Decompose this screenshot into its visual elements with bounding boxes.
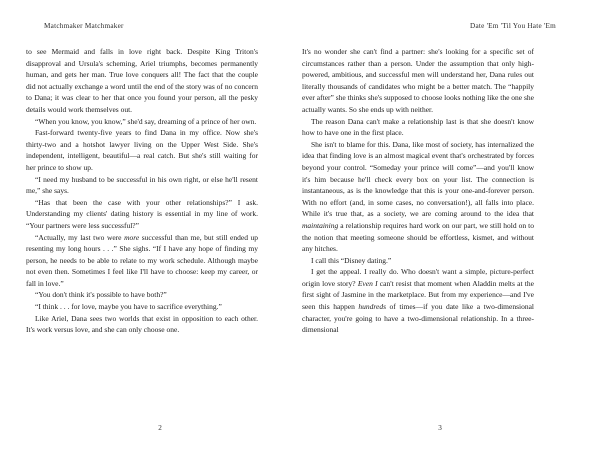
folios: [26, 424, 574, 432]
running-head-left: Matchmaker Matchmaker: [44, 22, 124, 30]
left-page-body: [26, 46, 258, 336]
paragraph: The reason Dana can't make a relationship last is that she doesn't know how to have one in the first place.: [302, 116, 534, 138]
paragraph: “Actually, my last two were more successful than me, but still ended up resenting my long hours . . .” She sighs. “If I have any hope of finding my person, he needs to be able to relate to my work schedule. Although maybe not even then. Sometimes I feel like I'll have to choose: keep my career, or fall in love.”: [26, 232, 258, 288]
page-columns: [26, 46, 574, 410]
paragraph: “I need my husband to be successful in his own right, or else he'll resent me,” she says.: [26, 174, 258, 196]
paragraph: Fast-forward twenty-five years to find Dana in my office. Now she's thirty-two and a hotshot lawyer living on the Upper West Side. She's independent, intelligent, beautiful—a real catch. But she's still waiting for her prince to show up.: [26, 128, 258, 172]
paragraph: “Has that been the case with your other relationships?” I ask. Understanding my clients' dating history is essential in my line of work. “Your partners were less successful?”: [26, 197, 258, 230]
page-number-left: 2: [158, 424, 162, 432]
paragraph: Like Ariel, Dana sees two worlds that exist in opposition to each other. It's work versus love, and she can only choose one.: [26, 313, 258, 335]
running-heads: [26, 22, 574, 30]
page-number-right: 3: [438, 424, 442, 432]
running-head-right: Date 'Em 'Til You Hate 'Em: [470, 22, 556, 30]
paragraph: I get the appeal. I really do. Who doesn't want a simple, picture-perfect origin love story? Even I can't resist that moment when Aladdin melts at the first sight of Jasmine in the marketplace. But from my experience—and I've seen this happen hundreds of times—if you date like a two-dimensional character, you're going to have a two-dimensional relationship. In a three-dimensional: [302, 267, 534, 335]
right-page: [302, 46, 534, 336]
paragraph: to see Mermaid and falls in love right back. Despite King Triton's disapproval and Ursula's scheming, Ariel triumphs, becomes permanently human, and gets her man. True love conquers all! The fact that the couple did not actually exchange a word until the end of the story was of no concern to Dana; it was clear to her that once you found your person, all the pesky details would work themselves out.: [26, 47, 258, 114]
paragraph: She isn't to blame for this. Dana, like most of society, has internalized the idea that finding love is an almost magical event that's orchestrated by forces beyond your control. “Someday your prince will come”—and you'll know it's him because he'll check every box on your list. The connection is instantaneous, as is the knowledge that this is your one-and-forever person. With no effort (and, in some cases, no conversation!), all falls into place. While it's true that, as a society, we are coming around to the idea that maintaining a relationship requires hard work on our part, we still hold on to the notion that meeting someone should be effortless, kismet, and without any hitches.: [302, 139, 534, 254]
paragraph: “I think . . . for love, maybe you have to sacrifice everything.”: [35, 302, 222, 312]
right-page-body: [302, 46, 534, 336]
paragraph: I call this “Disney dating.”: [311, 255, 392, 265]
left-page: [26, 46, 258, 336]
paragraph: It's no wonder she can't find a partner: she's looking for a specific set of circumstances rather than a person. Under the assumption that only high-powered, ambitious, and successful men will understand her, Dana rules out literally thousands of candidates who might be a better match. The “happily ever after” she thinks she's supposed to choose looks nothing like the one she actually wants. So she ends up with neither.: [302, 47, 534, 114]
paragraph: “You don't think it's possible to have both?”: [35, 290, 167, 300]
paragraph: “When you know, you know,” she'd say, dreaming of a prince of her own.: [35, 116, 257, 126]
